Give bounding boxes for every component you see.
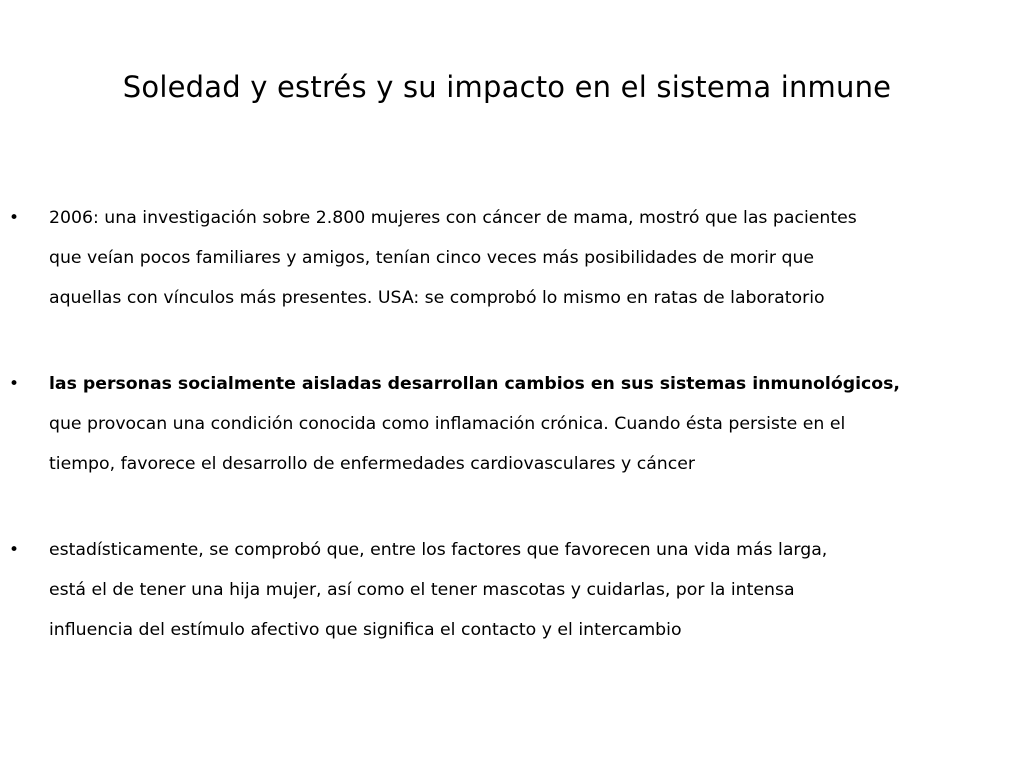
bullet-line: influencia del estímulo afectivo que significa el contacto y el intercambio [49,620,682,640]
bullet-text [49,364,1024,484]
bullet-line: estadísticamente, se comprobó que, entre los factores que favorecen una vida más larga, [49,540,828,560]
bullet-line: aquellas con vínculos más presentes. USA: se comprobó lo mismo en ratas de laboratorio [49,288,825,308]
bullet-dot-icon: • [9,208,20,228]
bullet-list [0,198,1024,696]
bullet-text [49,198,1024,318]
bullet-item [0,530,1024,650]
slide-title: Soledad y estrés y su impacto en el sistema inmune [122,70,892,105]
bullet-dot-icon: • [9,540,20,560]
bullet-line-emphasis: las personas socialmente aisladas desarrollan cambios en sus sistemas inmunológicos, [49,374,900,394]
bullet-line: está el de tener una hija mujer, así como el tener mascotas y cuidarlas, por la intensa [49,580,795,600]
bullet-text [49,530,1024,650]
bullet-item [0,198,1024,318]
bullet-line: que provocan una condición conocida como inflamación crónica. Cuando ésta persiste en el [49,414,846,434]
bullet-line: que veían pocos familiares y amigos, tenían cinco veces más posibilidades de morir que [49,248,815,268]
bullet-item [0,364,1024,484]
bullet-line: tiempo, favorece el desarrollo de enfermedades cardiovasculares y cáncer [49,454,695,474]
bullet-dot-icon: • [9,374,20,394]
bullet-line: 2006: una investigación sobre 2.800 mujeres con cáncer de mama, mostró que las pacientes [49,208,857,228]
